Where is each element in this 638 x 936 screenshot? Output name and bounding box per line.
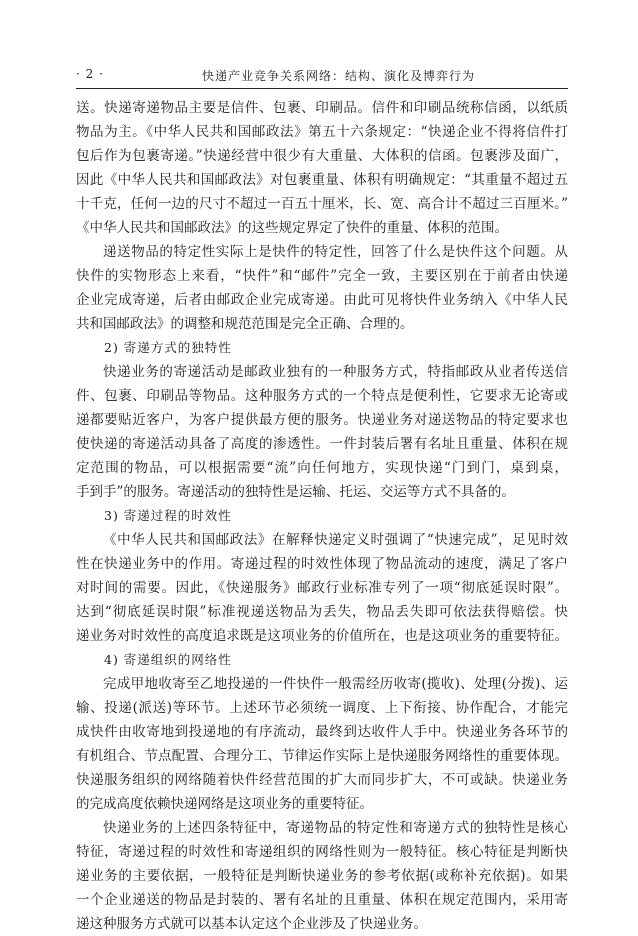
text-line: 定范围的物品，可以根据需要“流”向任何地方，实现快递“门到门，桌到桌，	[76, 460, 568, 476]
text-line: 有机组合、节点配置、合理分工、节律运作实际上是快递服务网络性的重要体现。	[76, 748, 568, 764]
page-header	[76, 64, 568, 86]
page-number: · 2 ·	[76, 67, 104, 81]
text-line: 《中华人民共和国邮政法》在解释快递定义时强调了“快速完成”，足见时效	[103, 532, 568, 548]
text-line: 输、投递(派送)等环节。上述环节必须统一调度、上下衔接、协作配合，才能完	[76, 700, 568, 716]
text-line: 快递业务的寄递活动是邮政业独有的一种服务方式，特指邮政从业者传送信	[103, 364, 568, 380]
text-line: 快件的实物形态上来看，“快件”和“邮件”完全一致，主要区别在于前者由快递	[76, 268, 568, 284]
text-line: 成快件由收寄地到投递地的有序流动，最终到达收件人手中。快递业务各环节的	[76, 724, 568, 740]
text-line: 送。快递寄递物品主要是信件、包裹、印刷品。信件和印刷品统称信函，以纸质	[76, 100, 568, 116]
text-line: 递业务的主要依据，一般特征是判断快递业务的参考依据(或称补充依据)。如果	[76, 868, 568, 884]
text-line: 包后作为包裹寄递。”快递经营中很少有大重量、大体积的信函。包裹涉及面广，	[76, 148, 568, 164]
text-line: 《中华人民共和国邮政法》的这些规定界定了快件的重量、体积的范围。	[76, 220, 508, 236]
text-line: 手到手”的服务。寄递活动的独特性是运输、托运、交运等方式不具备的。	[76, 484, 515, 500]
text-line: 递送物品的特定性实际上是快件的特定性，回答了什么是快件这个问题。从	[103, 244, 568, 260]
text-line: 企业完成寄递，后者由邮政企业完成寄递。由此可见将快件业务纳入《中华人民	[76, 292, 568, 308]
section-heading: 2) 寄递方式的独特性	[104, 340, 232, 355]
text-line: 一个企业递送的物品是封装的、署有名址的且重量、体积在规定范围内，采用寄	[76, 892, 568, 908]
section-heading: 4) 寄递组织的网络性	[104, 652, 232, 667]
text-line: 快递业务的上述四条特征中，寄递物品的特定性和寄递方式的独特性是核心	[103, 820, 568, 836]
text-line: 达到“彻底延误时限”标准视递送物品为丢失，物品丢失即可依法获得赔偿。快	[76, 604, 568, 620]
header-rule	[76, 88, 568, 89]
text-line: 使快递的寄递活动具备了高度的渗透性。一件封装后署有名址且重量、体积在规	[76, 436, 568, 452]
text-line: 十千克，任何一边的尺寸不超过一百五十厘米，长、宽、高合计不超过三百厘米。”	[76, 196, 568, 212]
body-text	[76, 96, 568, 936]
text-line: 完成甲地收寄至乙地投递的一件快件一般需经历收寄(揽收)、处理(分拨)、运	[103, 676, 568, 692]
text-line: 递业务对时效性的高度追求既是这项业务的价值所在，也是这项业务的重要特征。	[76, 628, 568, 644]
text-line: 件、包裹、印刷品等物品。这种服务方式的一个特点是便利性，它要求无论寄或	[76, 388, 568, 404]
text-line: 共和国邮政法》的调整和规范范围是完全正确、合理的。	[76, 316, 414, 332]
text-line: 性在快递业务中的作用。寄递过程的时效性体现了物品流动的速度，满足了客户	[76, 556, 568, 572]
text-line: 特征，寄递过程的时效性和寄递组织的网络性则为一般特征。核心特征是判断快	[76, 844, 568, 860]
text-line: 递这种服务方式就可以基本认定这个企业涉及了快递业务。	[76, 916, 427, 932]
text-line: 递都要贴近客户，为客户提供最方便的服务。快递业务对递送物品的特定要求也	[76, 412, 568, 428]
running-title: 快递产业竞争关系网络：结构、演化及博弈行为	[202, 69, 476, 83]
text-line: 的完成高度依赖快递网络是这项业务的重要特征。	[76, 796, 373, 812]
section-heading: 3) 寄递过程的时效性	[104, 508, 232, 523]
text-line: 物品为主。《中华人民共和国邮政法》第五十六条规定：“快递企业不得将信件打	[76, 124, 568, 140]
text-line: 对时间的需要。因此，《快递服务》邮政行业标准专列了一项“彻底延误时限”。	[76, 580, 568, 596]
text-line: 快递服务组织的网络随着快件经营范围的扩大而同步扩大，不可或缺。快递业务	[76, 772, 568, 788]
text-line: 因此《中华人民共和国邮政法》对包裹重量、体积有明确规定：“其重量不超过五	[76, 172, 568, 188]
